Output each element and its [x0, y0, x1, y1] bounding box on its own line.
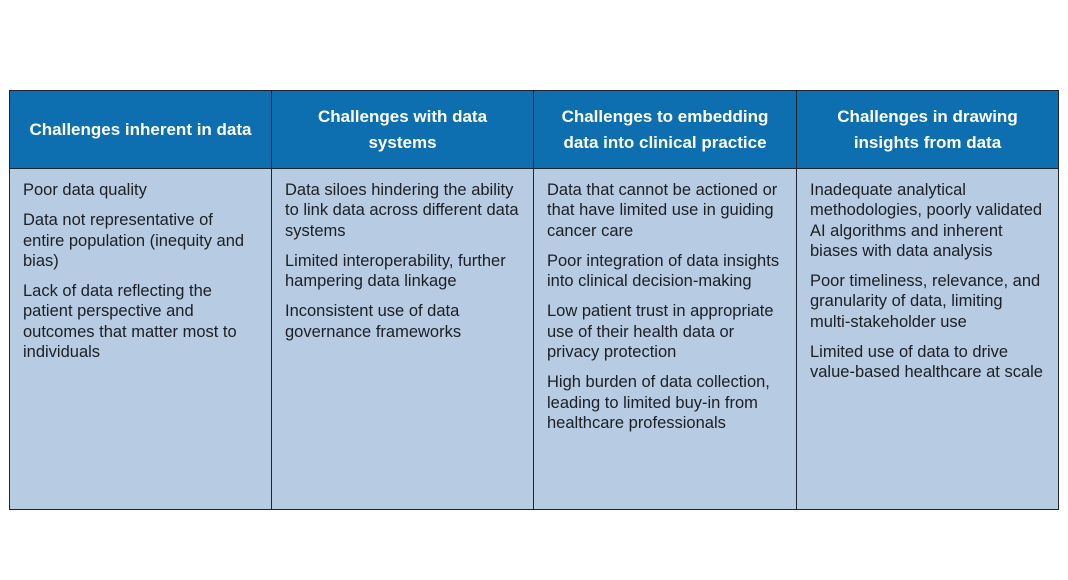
header-cell-clinical-practice: [534, 91, 797, 169]
challenge-list: [23, 180, 257, 362]
challenge-item: Inadequate analytical methodologies, poorly validated AI algorithms and inherent biases with data analysis: [810, 181, 1043, 260]
challenge-list: [547, 180, 782, 433]
column-header-label: Challenges inherent in data: [29, 119, 252, 139]
challenges-table: [9, 90, 1059, 510]
challenge-item: Inconsistent use of data governance frameworks: [285, 302, 462, 341]
column-header-label: Challenges in drawing insights from data: [837, 106, 1018, 152]
challenge-item: Data that cannot be actioned or that have limited use in guiding cancer care: [547, 181, 778, 240]
challenge-item: Limited use of data to drive value-based healthcare at scale: [810, 343, 1043, 382]
challenge-item: Limited interoperability, further hampering data linkage: [285, 251, 506, 291]
challenge-list: [285, 180, 519, 342]
body-cell-drawing-insights: [797, 169, 1058, 509]
column-header-label: Challenges with data systems: [317, 106, 488, 152]
challenge-item: Low patient trust in appropriate use of their health data or privacy protection: [547, 302, 774, 362]
challenge-item: High burden of data collection, leading to limited buy-in from healthcare professionals: [547, 373, 770, 432]
body-cell-data-systems: [272, 169, 534, 509]
challenge-item: Poor timeliness, relevance, and granularity of data, limiting multi-stakeholder use: [810, 272, 1041, 331]
header-cell-inherent-in-data: [10, 91, 272, 169]
body-cell-clinical-practice: [534, 169, 797, 509]
challenge-item: Data not representative of entire population (inequity and bias): [23, 211, 245, 270]
challenge-list: [810, 180, 1044, 383]
challenge-item: Lack of data reflecting the patient perspective and outcomes that matter most to individuals: [23, 282, 237, 362]
header-cell-drawing-insights: [797, 91, 1058, 169]
body-cell-inherent-in-data: [10, 169, 272, 509]
column-header-label: Challenges to embedding data into clinical practice: [561, 106, 769, 152]
header-cell-data-systems: [272, 91, 534, 169]
challenge-item: Data siloes hindering the ability to link data across different data systems: [285, 181, 519, 240]
challenge-item: Poor integration of data insights into clinical decision-making: [547, 251, 780, 291]
challenge-item: Poor data quality: [23, 181, 147, 199]
